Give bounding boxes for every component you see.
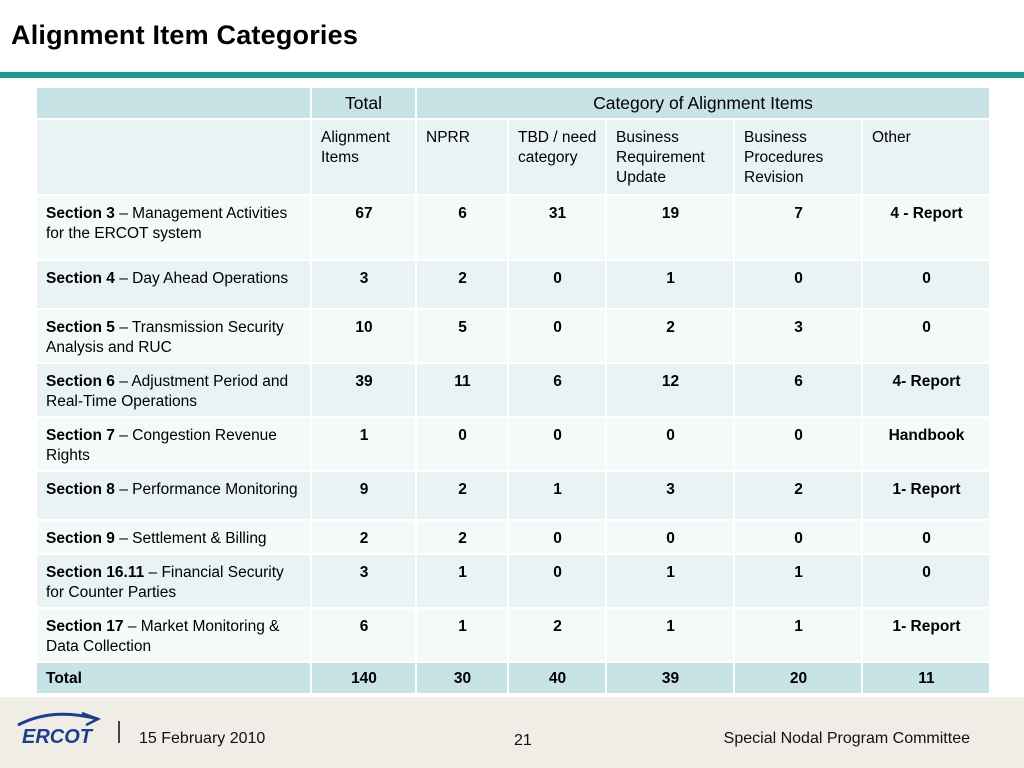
section-description: Market Monitoring & Data Collection xyxy=(46,618,280,655)
value-cell: 19 xyxy=(606,195,734,260)
value-cell: 1- Report xyxy=(862,608,990,662)
section-name: Section 9 xyxy=(46,530,115,547)
value-cell: 4 - Report xyxy=(862,195,990,260)
footer-bar xyxy=(0,697,1024,768)
value-cell: 2 xyxy=(734,471,862,520)
table-row xyxy=(36,309,990,363)
section-name: Section 8 xyxy=(46,481,115,498)
column-subheader-row xyxy=(36,119,990,195)
section-description: Day Ahead Operations xyxy=(132,270,289,287)
section-label-cell: Section 5 – Transmission Security Analysis and RUC xyxy=(36,309,311,363)
column-header: NPRR xyxy=(416,119,508,195)
table-row xyxy=(36,554,990,608)
value-cell: 0 xyxy=(862,260,990,309)
total-value-cell: 39 xyxy=(606,662,734,694)
footer-organization: Special Nodal Program Committee xyxy=(723,730,970,747)
table-row xyxy=(36,520,990,554)
subheader-blank-cell xyxy=(36,119,311,195)
value-cell: 1 xyxy=(606,608,734,662)
section-label-cell: Section 3 – Management Activities for the ERCOT system xyxy=(36,195,311,260)
section-name: Section 3 xyxy=(46,205,115,222)
value-cell: 1 xyxy=(416,554,508,608)
alignment-table-container xyxy=(35,86,989,695)
value-cell: 39 xyxy=(311,363,416,417)
section-description: Financial Security for Counter Parties xyxy=(46,564,284,601)
value-cell: 3 xyxy=(606,471,734,520)
value-cell: 1 xyxy=(311,417,416,471)
section-description: Settlement & Billing xyxy=(132,530,267,547)
value-cell: 7 xyxy=(734,195,862,260)
value-cell: 2 xyxy=(416,471,508,520)
value-cell: 6 xyxy=(416,195,508,260)
value-cell: 3 xyxy=(311,260,416,309)
section-description: Transmission Security Analysis and RUC xyxy=(46,319,284,356)
ercot-logo xyxy=(12,709,102,749)
value-cell: 11 xyxy=(416,363,508,417)
section-name: Section 6 xyxy=(46,373,115,390)
value-cell: 6 xyxy=(508,363,606,417)
value-cell: 2 xyxy=(508,608,606,662)
table-header-row xyxy=(36,87,990,119)
alignment-table xyxy=(35,86,991,695)
column-header: Business Procedures Revision xyxy=(734,119,862,195)
total-row xyxy=(36,662,990,694)
value-cell: 1 xyxy=(606,260,734,309)
table-row xyxy=(36,471,990,520)
value-cell: 0 xyxy=(734,417,862,471)
value-cell: 0 xyxy=(508,417,606,471)
section-name: Section 5 xyxy=(46,319,115,336)
section-name: Section 7 xyxy=(46,427,115,444)
section-name: Section 4 xyxy=(46,270,115,287)
logo-text: ERCOT xyxy=(22,726,92,748)
section-label-cell: Section 9 – Settlement & Billing xyxy=(36,520,311,554)
value-cell: 0 xyxy=(734,520,862,554)
section-description: Management Activities for the ERCOT system xyxy=(46,205,288,242)
value-cell: 12 xyxy=(606,363,734,417)
value-cell: 1 xyxy=(734,608,862,662)
value-cell: 1 xyxy=(734,554,862,608)
table-row xyxy=(36,417,990,471)
value-cell: 67 xyxy=(311,195,416,260)
table-row xyxy=(36,363,990,417)
footer-date: 15 February 2010 xyxy=(139,730,266,747)
title-divider xyxy=(0,72,1024,78)
table-row xyxy=(36,195,990,260)
total-value-cell: 140 xyxy=(311,662,416,694)
header-total: Total xyxy=(311,87,416,119)
value-cell: 0 xyxy=(416,417,508,471)
total-value-cell: 20 xyxy=(734,662,862,694)
value-cell: 9 xyxy=(311,471,416,520)
value-cell: 2 xyxy=(311,520,416,554)
value-cell: 1 xyxy=(606,554,734,608)
column-header: TBD / need category xyxy=(508,119,606,195)
value-cell: 2 xyxy=(416,520,508,554)
value-cell: 4- Report xyxy=(862,363,990,417)
value-cell: 0 xyxy=(862,309,990,363)
table-row xyxy=(36,260,990,309)
total-label: Total xyxy=(36,662,311,694)
value-cell: Handbook xyxy=(862,417,990,471)
value-cell: 2 xyxy=(606,309,734,363)
section-name: Section 16.11 xyxy=(46,564,145,581)
slide-title: Alignment Item Categories xyxy=(11,20,359,50)
value-cell: 10 xyxy=(311,309,416,363)
value-cell: 2 xyxy=(416,260,508,309)
column-header: Other xyxy=(862,119,990,195)
header-category: Category of Alignment Items xyxy=(416,87,990,119)
value-cell: 6 xyxy=(311,608,416,662)
column-header: Business Requirement Update xyxy=(606,119,734,195)
value-cell: 5 xyxy=(416,309,508,363)
table-row xyxy=(36,608,990,662)
column-header: Alignment Items xyxy=(311,119,416,195)
section-description: Adjustment Period and Real-Time Operations xyxy=(46,373,289,410)
value-cell: 3 xyxy=(311,554,416,608)
section-label-cell: Section 8 – Performance Monitoring xyxy=(36,471,311,520)
value-cell: 0 xyxy=(508,309,606,363)
page-number: 21 xyxy=(514,732,532,749)
total-value-cell: 40 xyxy=(508,662,606,694)
value-cell: 3 xyxy=(734,309,862,363)
value-cell: 0 xyxy=(508,520,606,554)
section-description: Performance Monitoring xyxy=(132,481,298,498)
value-cell: 1 xyxy=(416,608,508,662)
value-cell: 6 xyxy=(734,363,862,417)
header-blank-cell xyxy=(36,87,311,119)
section-label-cell: Section 6 – Adjustment Period and Real-Time Operations xyxy=(36,363,311,417)
section-name: Section 17 xyxy=(46,618,124,635)
section-label-cell: Section 4 – Day Ahead Operations xyxy=(36,260,311,309)
value-cell: 31 xyxy=(508,195,606,260)
value-cell: 0 xyxy=(606,417,734,471)
value-cell: 0 xyxy=(862,520,990,554)
section-label-cell: Section 17 – Market Monitoring & Data Collection xyxy=(36,608,311,662)
section-description: Congestion Revenue Rights xyxy=(46,427,277,464)
value-cell: 0 xyxy=(734,260,862,309)
value-cell: 0 xyxy=(606,520,734,554)
total-value-cell: 30 xyxy=(416,662,508,694)
value-cell: 1- Report xyxy=(862,471,990,520)
value-cell: 0 xyxy=(862,554,990,608)
footer-divider xyxy=(118,721,120,743)
section-label-cell: Section 7 – Congestion Revenue Rights xyxy=(36,417,311,471)
value-cell: 0 xyxy=(508,554,606,608)
section-label-cell: Section 16.11 – Financial Security for Counter Parties xyxy=(36,554,311,608)
total-value-cell: 11 xyxy=(862,662,990,694)
value-cell: 0 xyxy=(508,260,606,309)
value-cell: 1 xyxy=(508,471,606,520)
